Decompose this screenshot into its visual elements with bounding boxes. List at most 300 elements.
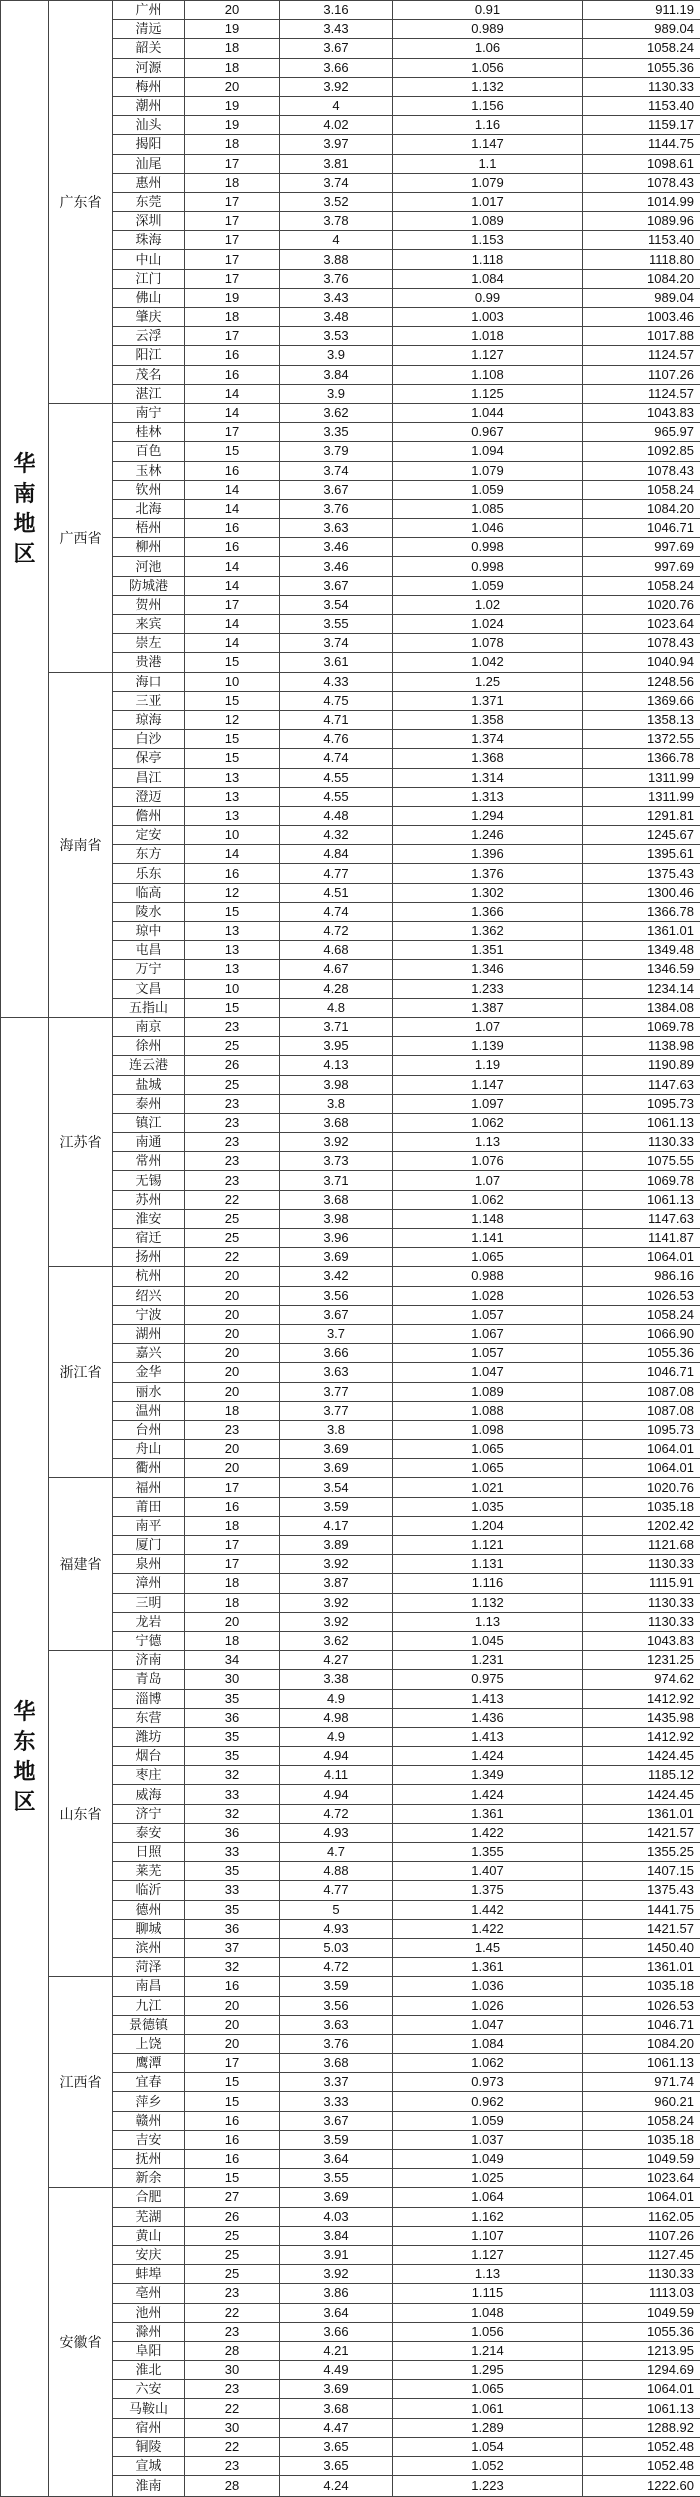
value-cell-1: 23 — [185, 1133, 280, 1152]
value-cell-3: 1.065 — [393, 1459, 583, 1478]
city-cell: 贵港 — [113, 653, 185, 672]
value-cell-3: 1.057 — [393, 1344, 583, 1363]
value-cell-1: 15 — [185, 2169, 280, 2188]
city-cell: 嘉兴 — [113, 1344, 185, 1363]
value-cell-3: 1.396 — [393, 845, 583, 864]
value-cell-2: 3.69 — [280, 2380, 393, 2399]
value-cell-3: 1.049 — [393, 2150, 583, 2169]
value-cell-1: 16 — [185, 864, 280, 883]
value-cell-4: 1202.42 — [583, 1516, 700, 1535]
value-cell-2: 3.74 — [280, 634, 393, 653]
city-cell: 梅州 — [113, 77, 185, 96]
city-cell: 丽水 — [113, 1382, 185, 1401]
value-cell-2: 3.67 — [280, 39, 393, 58]
value-cell-1: 15 — [185, 749, 280, 768]
city-cell: 佛山 — [113, 288, 185, 307]
region-cell: 华南地区 — [1, 1, 49, 1018]
value-cell-2: 3.68 — [280, 2399, 393, 2418]
value-cell-4: 1078.43 — [583, 634, 700, 653]
value-cell-1: 16 — [185, 538, 280, 557]
value-cell-2: 3.33 — [280, 2092, 393, 2111]
city-cell: 乐东 — [113, 864, 185, 883]
value-cell-1: 22 — [185, 1190, 280, 1209]
value-cell-4: 1052.48 — [583, 2457, 700, 2476]
city-cell: 宁德 — [113, 1631, 185, 1650]
value-cell-2: 3.9 — [280, 384, 393, 403]
city-cell: 茂名 — [113, 365, 185, 384]
city-cell: 赣州 — [113, 2111, 185, 2130]
city-cell: 三亚 — [113, 691, 185, 710]
city-cell: 绍兴 — [113, 1286, 185, 1305]
city-cell: 徐州 — [113, 1037, 185, 1056]
value-cell-4: 1017.88 — [583, 327, 700, 346]
value-cell-2: 4.7 — [280, 1843, 393, 1862]
value-cell-1: 18 — [185, 1631, 280, 1650]
value-cell-4: 1372.55 — [583, 730, 700, 749]
value-cell-2: 4.27 — [280, 1651, 393, 1670]
city-cell: 揭阳 — [113, 135, 185, 154]
province-cell: 江苏省 — [49, 1017, 113, 1266]
value-cell-2: 4.51 — [280, 883, 393, 902]
value-cell-1: 25 — [185, 2245, 280, 2264]
value-cell-4: 1035.18 — [583, 1977, 700, 1996]
value-cell-4: 1375.43 — [583, 864, 700, 883]
value-cell-3: 1.362 — [393, 922, 583, 941]
value-cell-1: 18 — [185, 1401, 280, 1420]
value-cell-4: 1064.01 — [583, 1459, 700, 1478]
value-cell-3: 1.018 — [393, 327, 583, 346]
value-cell-4: 1052.48 — [583, 2437, 700, 2456]
value-cell-3: 1.436 — [393, 1708, 583, 1727]
value-cell-1: 16 — [185, 2150, 280, 2169]
value-cell-3: 1.057 — [393, 1305, 583, 1324]
value-cell-3: 1.056 — [393, 2322, 583, 2341]
value-cell-1: 37 — [185, 1938, 280, 1957]
value-cell-4: 1023.64 — [583, 615, 700, 634]
city-cell: 马鞍山 — [113, 2399, 185, 2418]
value-cell-2: 4.9 — [280, 1689, 393, 1708]
value-cell-1: 35 — [185, 1862, 280, 1881]
value-cell-2: 3.43 — [280, 20, 393, 39]
value-cell-1: 36 — [185, 1823, 280, 1842]
city-cell: 南通 — [113, 1133, 185, 1152]
value-cell-4: 1023.64 — [583, 2169, 700, 2188]
value-cell-3: 1.442 — [393, 1900, 583, 1919]
value-cell-1: 25 — [185, 2265, 280, 2284]
value-cell-2: 4.72 — [280, 1958, 393, 1977]
value-cell-3: 1.295 — [393, 2361, 583, 2380]
value-cell-4: 1130.33 — [583, 1133, 700, 1152]
value-cell-2: 4.8 — [280, 998, 393, 1017]
value-cell-4: 1153.40 — [583, 96, 700, 115]
value-cell-3: 1.056 — [393, 58, 583, 77]
value-cell-3: 1.13 — [393, 1612, 583, 1631]
value-cell-4: 1003.46 — [583, 308, 700, 327]
table-row — [1, 672, 700, 691]
value-cell-2: 3.84 — [280, 2226, 393, 2245]
value-cell-3: 1.424 — [393, 1747, 583, 1766]
value-cell-4: 1064.01 — [583, 2380, 700, 2399]
province-cell: 安徽省 — [49, 2188, 113, 2497]
value-cell-4: 1026.53 — [583, 1996, 700, 2015]
value-cell-3: 1.107 — [393, 2226, 583, 2245]
value-cell-2: 3.52 — [280, 192, 393, 211]
value-cell-2: 3.92 — [280, 1133, 393, 1152]
value-cell-4: 1061.13 — [583, 2054, 700, 2073]
city-cell: 福州 — [113, 1478, 185, 1497]
value-cell-2: 4.72 — [280, 1804, 393, 1823]
value-cell-2: 3.69 — [280, 1440, 393, 1459]
value-cell-3: 0.973 — [393, 2073, 583, 2092]
value-cell-1: 17 — [185, 1555, 280, 1574]
value-cell-3: 1.042 — [393, 653, 583, 672]
value-cell-3: 1.121 — [393, 1536, 583, 1555]
value-cell-3: 0.99 — [393, 288, 583, 307]
value-cell-1: 22 — [185, 2399, 280, 2418]
value-cell-2: 3.38 — [280, 1670, 393, 1689]
value-cell-3: 1.037 — [393, 2130, 583, 2149]
value-cell-1: 14 — [185, 845, 280, 864]
value-cell-3: 1.046 — [393, 519, 583, 538]
city-cell: 玉林 — [113, 461, 185, 480]
city-cell: 梧州 — [113, 519, 185, 538]
value-cell-3: 1.153 — [393, 231, 583, 250]
value-cell-1: 36 — [185, 1919, 280, 1938]
value-cell-3: 0.975 — [393, 1670, 583, 1689]
value-cell-3: 1.044 — [393, 403, 583, 422]
city-cell: 江门 — [113, 269, 185, 288]
value-cell-4: 1049.59 — [583, 2303, 700, 2322]
value-cell-4: 1098.61 — [583, 154, 700, 173]
value-cell-2: 3.54 — [280, 1478, 393, 1497]
province-cell: 广西省 — [49, 403, 113, 672]
value-cell-1: 26 — [185, 2207, 280, 2226]
value-cell-3: 1.148 — [393, 1209, 583, 1228]
value-cell-3: 1.314 — [393, 768, 583, 787]
value-cell-2: 3.7 — [280, 1324, 393, 1343]
value-cell-3: 1.424 — [393, 1785, 583, 1804]
value-cell-4: 1138.98 — [583, 1037, 700, 1056]
value-cell-4: 1213.95 — [583, 2341, 700, 2360]
region-cell: 华东地区 — [1, 1017, 49, 2496]
value-cell-2: 3.77 — [280, 1401, 393, 1420]
value-cell-2: 4.88 — [280, 1862, 393, 1881]
value-cell-1: 27 — [185, 2188, 280, 2207]
city-cell: 厦门 — [113, 1536, 185, 1555]
city-cell: 琼海 — [113, 710, 185, 729]
city-cell: 莱芜 — [113, 1862, 185, 1881]
value-cell-1: 15 — [185, 2092, 280, 2111]
city-cell: 东方 — [113, 845, 185, 864]
value-cell-4: 1058.24 — [583, 2111, 700, 2130]
value-cell-1: 35 — [185, 1689, 280, 1708]
value-cell-2: 4.74 — [280, 902, 393, 921]
value-cell-1: 20 — [185, 1996, 280, 2015]
value-cell-3: 1.422 — [393, 1919, 583, 1938]
value-cell-4: 1412.92 — [583, 1727, 700, 1746]
value-cell-4: 1311.99 — [583, 768, 700, 787]
value-cell-1: 20 — [185, 1459, 280, 1478]
value-cell-1: 22 — [185, 2303, 280, 2322]
value-cell-3: 0.998 — [393, 557, 583, 576]
value-cell-2: 3.78 — [280, 212, 393, 231]
value-cell-4: 1058.24 — [583, 480, 700, 499]
value-cell-4: 1014.99 — [583, 192, 700, 211]
value-cell-1: 23 — [185, 1113, 280, 1132]
province-cell: 浙江省 — [49, 1267, 113, 1478]
value-cell-4: 1055.36 — [583, 58, 700, 77]
city-cell: 济宁 — [113, 1804, 185, 1823]
value-cell-3: 1.289 — [393, 2418, 583, 2437]
value-cell-1: 15 — [185, 998, 280, 1017]
value-cell-2: 4.32 — [280, 826, 393, 845]
province-cell: 山东省 — [49, 1651, 113, 1977]
value-cell-1: 32 — [185, 1804, 280, 1823]
value-cell-2: 3.92 — [280, 1555, 393, 1574]
value-cell-1: 16 — [185, 365, 280, 384]
city-cell: 宁波 — [113, 1305, 185, 1324]
city-cell: 萍乡 — [113, 2092, 185, 2111]
value-cell-2: 3.53 — [280, 327, 393, 346]
value-cell-4: 1115.91 — [583, 1574, 700, 1593]
value-cell-3: 1.097 — [393, 1094, 583, 1113]
value-cell-1: 14 — [185, 557, 280, 576]
value-cell-4: 1069.78 — [583, 1017, 700, 1036]
value-cell-1: 32 — [185, 1766, 280, 1785]
city-cell: 泰安 — [113, 1823, 185, 1842]
value-cell-2: 3.69 — [280, 2188, 393, 2207]
value-cell-2: 3.64 — [280, 2150, 393, 2169]
city-cell: 百色 — [113, 442, 185, 461]
value-cell-1: 13 — [185, 960, 280, 979]
city-cell: 潍坊 — [113, 1727, 185, 1746]
city-cell: 池州 — [113, 2303, 185, 2322]
value-cell-4: 1064.01 — [583, 1248, 700, 1267]
value-cell-3: 1.062 — [393, 2054, 583, 2073]
value-cell-4: 1064.01 — [583, 2188, 700, 2207]
value-cell-4: 1095.73 — [583, 1420, 700, 1439]
value-cell-3: 1.067 — [393, 1324, 583, 1343]
value-cell-1: 13 — [185, 806, 280, 825]
value-cell-1: 15 — [185, 902, 280, 921]
value-cell-4: 960.21 — [583, 2092, 700, 2111]
value-cell-3: 1.108 — [393, 365, 583, 384]
value-cell-1: 14 — [185, 480, 280, 499]
value-cell-4: 1130.33 — [583, 2265, 700, 2284]
value-cell-4: 1118.80 — [583, 250, 700, 269]
value-cell-1: 17 — [185, 1478, 280, 1497]
value-cell-1: 35 — [185, 1900, 280, 1919]
value-cell-1: 17 — [185, 595, 280, 614]
value-cell-4: 1450.40 — [583, 1938, 700, 1957]
value-cell-2: 3.16 — [280, 1, 393, 20]
value-cell-1: 14 — [185, 634, 280, 653]
city-cell: 贺州 — [113, 595, 185, 614]
value-cell-2: 3.95 — [280, 1037, 393, 1056]
value-cell-3: 1.246 — [393, 826, 583, 845]
value-cell-3: 1.06 — [393, 39, 583, 58]
value-cell-2: 3.69 — [280, 1459, 393, 1478]
value-cell-4: 1366.78 — [583, 902, 700, 921]
value-cell-2: 4.93 — [280, 1919, 393, 1938]
city-cell: 烟台 — [113, 1747, 185, 1766]
value-cell-3: 1.413 — [393, 1727, 583, 1746]
city-cell: 清远 — [113, 20, 185, 39]
table-row — [1, 1478, 700, 1497]
city-cell: 济南 — [113, 1651, 185, 1670]
value-cell-1: 20 — [185, 1382, 280, 1401]
value-cell-1: 25 — [185, 2226, 280, 2245]
city-cell: 来宾 — [113, 615, 185, 634]
city-cell: 湖州 — [113, 1324, 185, 1343]
value-cell-1: 30 — [185, 2418, 280, 2437]
value-cell-2: 4.21 — [280, 2341, 393, 2360]
city-cell: 广州 — [113, 1, 185, 20]
value-cell-4: 1084.20 — [583, 499, 700, 518]
value-cell-4: 1087.08 — [583, 1382, 700, 1401]
city-cell: 枣庄 — [113, 1766, 185, 1785]
value-cell-4: 1291.81 — [583, 806, 700, 825]
city-cell: 潮州 — [113, 96, 185, 115]
value-cell-3: 1.085 — [393, 499, 583, 518]
city-cell: 澄迈 — [113, 787, 185, 806]
value-cell-3: 1.132 — [393, 1593, 583, 1612]
value-cell-1: 17 — [185, 212, 280, 231]
value-cell-1: 20 — [185, 2034, 280, 2053]
value-cell-4: 1349.48 — [583, 941, 700, 960]
value-cell-1: 28 — [185, 2476, 280, 2497]
city-cell: 肇庆 — [113, 308, 185, 327]
city-cell: 珠海 — [113, 231, 185, 250]
value-cell-3: 1.407 — [393, 1862, 583, 1881]
value-cell-3: 1.115 — [393, 2284, 583, 2303]
value-cell-4: 1035.18 — [583, 1497, 700, 1516]
value-cell-4: 1020.76 — [583, 595, 700, 614]
value-cell-3: 1.098 — [393, 1420, 583, 1439]
value-cell-2: 4.77 — [280, 1881, 393, 1900]
value-cell-3: 1.07 — [393, 1171, 583, 1190]
value-cell-1: 33 — [185, 1785, 280, 1804]
value-cell-3: 1.368 — [393, 749, 583, 768]
value-cell-3: 1.375 — [393, 1881, 583, 1900]
table-row — [1, 2188, 700, 2207]
city-cell: 舟山 — [113, 1440, 185, 1459]
value-cell-3: 1.25 — [393, 672, 583, 691]
value-cell-4: 1107.26 — [583, 365, 700, 384]
value-cell-2: 3.43 — [280, 288, 393, 307]
value-cell-3: 1.125 — [393, 384, 583, 403]
value-cell-3: 1.036 — [393, 1977, 583, 1996]
city-cell: 安庆 — [113, 2245, 185, 2264]
value-cell-1: 18 — [185, 135, 280, 154]
value-cell-4: 1078.43 — [583, 461, 700, 480]
value-cell-2: 3.68 — [280, 1190, 393, 1209]
value-cell-3: 1.156 — [393, 96, 583, 115]
value-cell-3: 1.059 — [393, 576, 583, 595]
value-cell-1: 20 — [185, 1363, 280, 1382]
value-cell-4: 1130.33 — [583, 1593, 700, 1612]
value-cell-3: 0.988 — [393, 1267, 583, 1286]
value-cell-1: 12 — [185, 710, 280, 729]
value-cell-4: 1231.25 — [583, 1651, 700, 1670]
value-cell-1: 23 — [185, 1094, 280, 1113]
value-cell-2: 3.56 — [280, 1286, 393, 1305]
value-cell-4: 1144.75 — [583, 135, 700, 154]
value-cell-3: 1.13 — [393, 2265, 583, 2284]
value-cell-2: 3.56 — [280, 1996, 393, 2015]
value-cell-1: 19 — [185, 20, 280, 39]
value-cell-2: 3.42 — [280, 1267, 393, 1286]
value-cell-2: 3.67 — [280, 2111, 393, 2130]
value-cell-4: 1130.33 — [583, 1612, 700, 1631]
city-cell: 泰州 — [113, 1094, 185, 1113]
value-cell-4: 1066.90 — [583, 1324, 700, 1343]
city-cell: 台州 — [113, 1420, 185, 1439]
value-cell-1: 20 — [185, 1344, 280, 1363]
value-cell-4: 974.62 — [583, 1670, 700, 1689]
value-cell-1: 35 — [185, 1727, 280, 1746]
value-cell-1: 23 — [185, 1152, 280, 1171]
value-cell-4: 1384.08 — [583, 998, 700, 1017]
value-cell-3: 1.088 — [393, 1401, 583, 1420]
value-cell-1: 30 — [185, 2361, 280, 2380]
value-cell-4: 1078.43 — [583, 173, 700, 192]
value-cell-3: 1.1 — [393, 154, 583, 173]
city-cell: 柳州 — [113, 538, 185, 557]
value-cell-2: 3.76 — [280, 499, 393, 518]
value-cell-3: 1.061 — [393, 2399, 583, 2418]
city-cell: 阳江 — [113, 346, 185, 365]
city-cell: 河源 — [113, 58, 185, 77]
value-cell-4: 1121.68 — [583, 1536, 700, 1555]
value-cell-2: 3.59 — [280, 2130, 393, 2149]
value-cell-3: 1.089 — [393, 212, 583, 231]
value-cell-2: 3.63 — [280, 519, 393, 538]
value-cell-4: 1046.71 — [583, 519, 700, 538]
value-cell-4: 1421.57 — [583, 1919, 700, 1938]
city-cell: 黄山 — [113, 2226, 185, 2245]
value-cell-3: 1.025 — [393, 2169, 583, 2188]
city-cell: 防城港 — [113, 576, 185, 595]
value-cell-3: 1.204 — [393, 1516, 583, 1535]
value-cell-2: 3.48 — [280, 308, 393, 327]
value-cell-3: 1.02 — [393, 595, 583, 614]
value-cell-4: 1185.12 — [583, 1766, 700, 1785]
value-cell-2: 3.71 — [280, 1017, 393, 1036]
value-cell-1: 18 — [185, 1593, 280, 1612]
value-cell-2: 3.54 — [280, 595, 393, 614]
value-cell-4: 997.69 — [583, 538, 700, 557]
value-cell-1: 10 — [185, 826, 280, 845]
city-cell: 临高 — [113, 883, 185, 902]
value-cell-1: 19 — [185, 116, 280, 135]
value-cell-4: 1234.14 — [583, 979, 700, 998]
value-cell-2: 3.46 — [280, 557, 393, 576]
value-cell-4: 1043.83 — [583, 403, 700, 422]
value-cell-3: 1.19 — [393, 1056, 583, 1075]
value-cell-1: 23 — [185, 2380, 280, 2399]
value-cell-1: 23 — [185, 2457, 280, 2476]
value-cell-1: 28 — [185, 2341, 280, 2360]
city-cell: 云浮 — [113, 327, 185, 346]
city-cell: 韶关 — [113, 39, 185, 58]
value-cell-4: 1222.60 — [583, 2476, 700, 2497]
value-cell-1: 13 — [185, 787, 280, 806]
value-cell-4: 965.97 — [583, 423, 700, 442]
value-cell-3: 1.026 — [393, 1996, 583, 2015]
value-cell-2: 4.76 — [280, 730, 393, 749]
city-cell: 汕尾 — [113, 154, 185, 173]
